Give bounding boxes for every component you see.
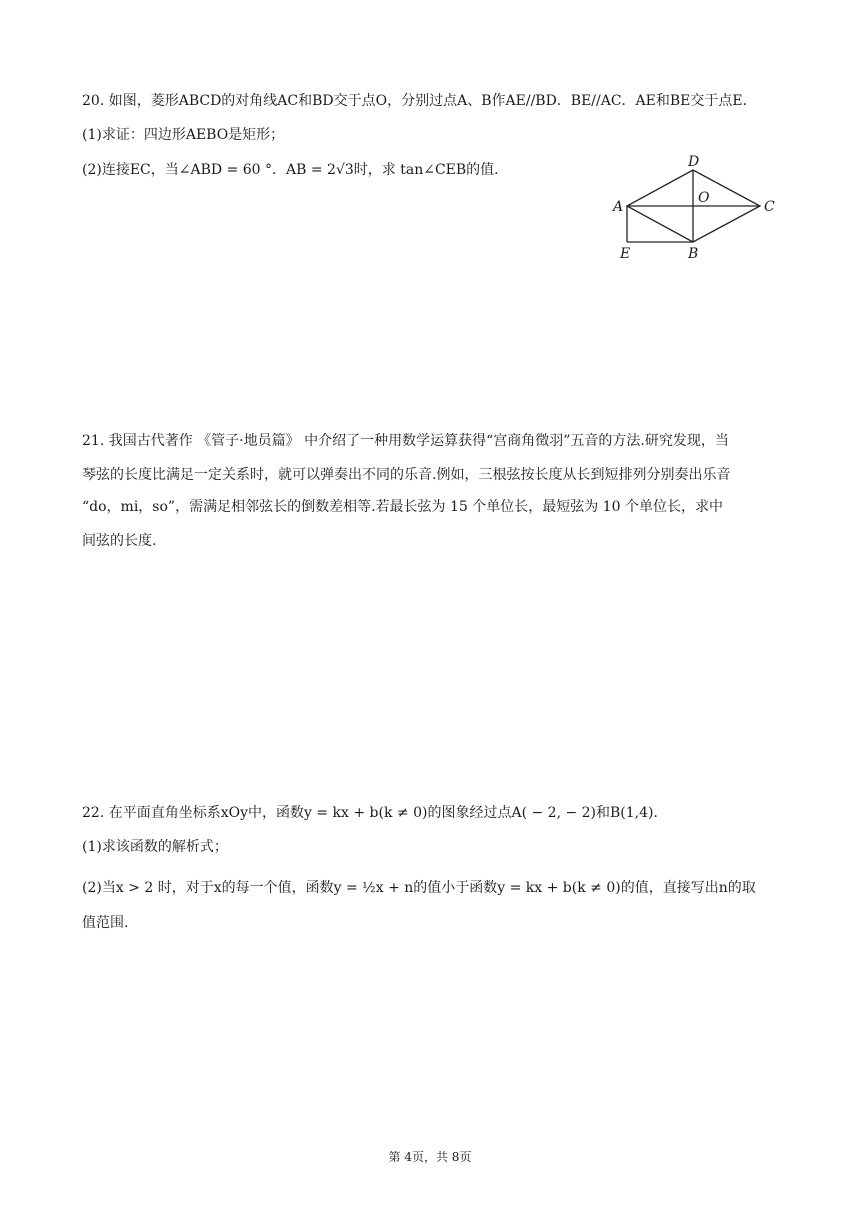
q21-line3: “do，mi，so”，需满足相邻弦长的倒数差相等.若最长弦为 15 个单位长，最短弦为 10 个单位长，求中: [82, 499, 723, 515]
q22-stem: 22. 在平面直角坐标系xOy中，函数y = kx + b(k ≠ 0)的图象经过点A( − 2, − 2)和B(1,4)．: [82, 805, 668, 821]
label-b: B: [688, 246, 699, 262]
label-d: D: [688, 154, 700, 170]
q21-line1: 21. 我国古代著作 《管子·地员篇》 中介绍了一种用数学运算获得“宫商角徵羽”五音的方法.研究发现，当: [82, 433, 729, 449]
q22-part2-cont: 值范围.: [82, 915, 129, 931]
q21-line4: 间弦的长度.: [82, 533, 157, 549]
rhombus-figure: [610, 152, 788, 264]
label-e: E: [620, 246, 631, 262]
label-o: O: [698, 190, 710, 206]
q20-stem: 20. 如图，菱形ABCD的对角线AC和BD交于点O，分别过点A、B作AE//BD．BE//AC．AE和BE交于点E．: [82, 93, 757, 109]
q22-part2: (2)当x > 2 时，对于x的每一个值，函数y = ½x + n的值小于函数y = kx + b(k ≠ 0)的值，直接写出n的取: [82, 880, 756, 896]
label-a: A: [613, 199, 624, 215]
label-c: C: [764, 199, 775, 215]
page-footer: 第 4页，共 8页: [388, 1150, 472, 1164]
q20-part2: (2)连接EC，当∠ABD = 60 °．AB = 2√3时，求 tan∠CEB的值．: [82, 162, 509, 178]
q20-part1: (1)求证：四边形AEBO是矩形；: [82, 127, 285, 143]
q21-line2: 琴弦的长度比满足一定关系时，就可以弹奏出不同的乐音.例如，三根弦按长度从长到短排列分别奏出乐音: [82, 467, 731, 483]
q22-part1: (1)求该函数的解析式；: [82, 839, 228, 855]
rhombus-diagram: [610, 152, 788, 264]
